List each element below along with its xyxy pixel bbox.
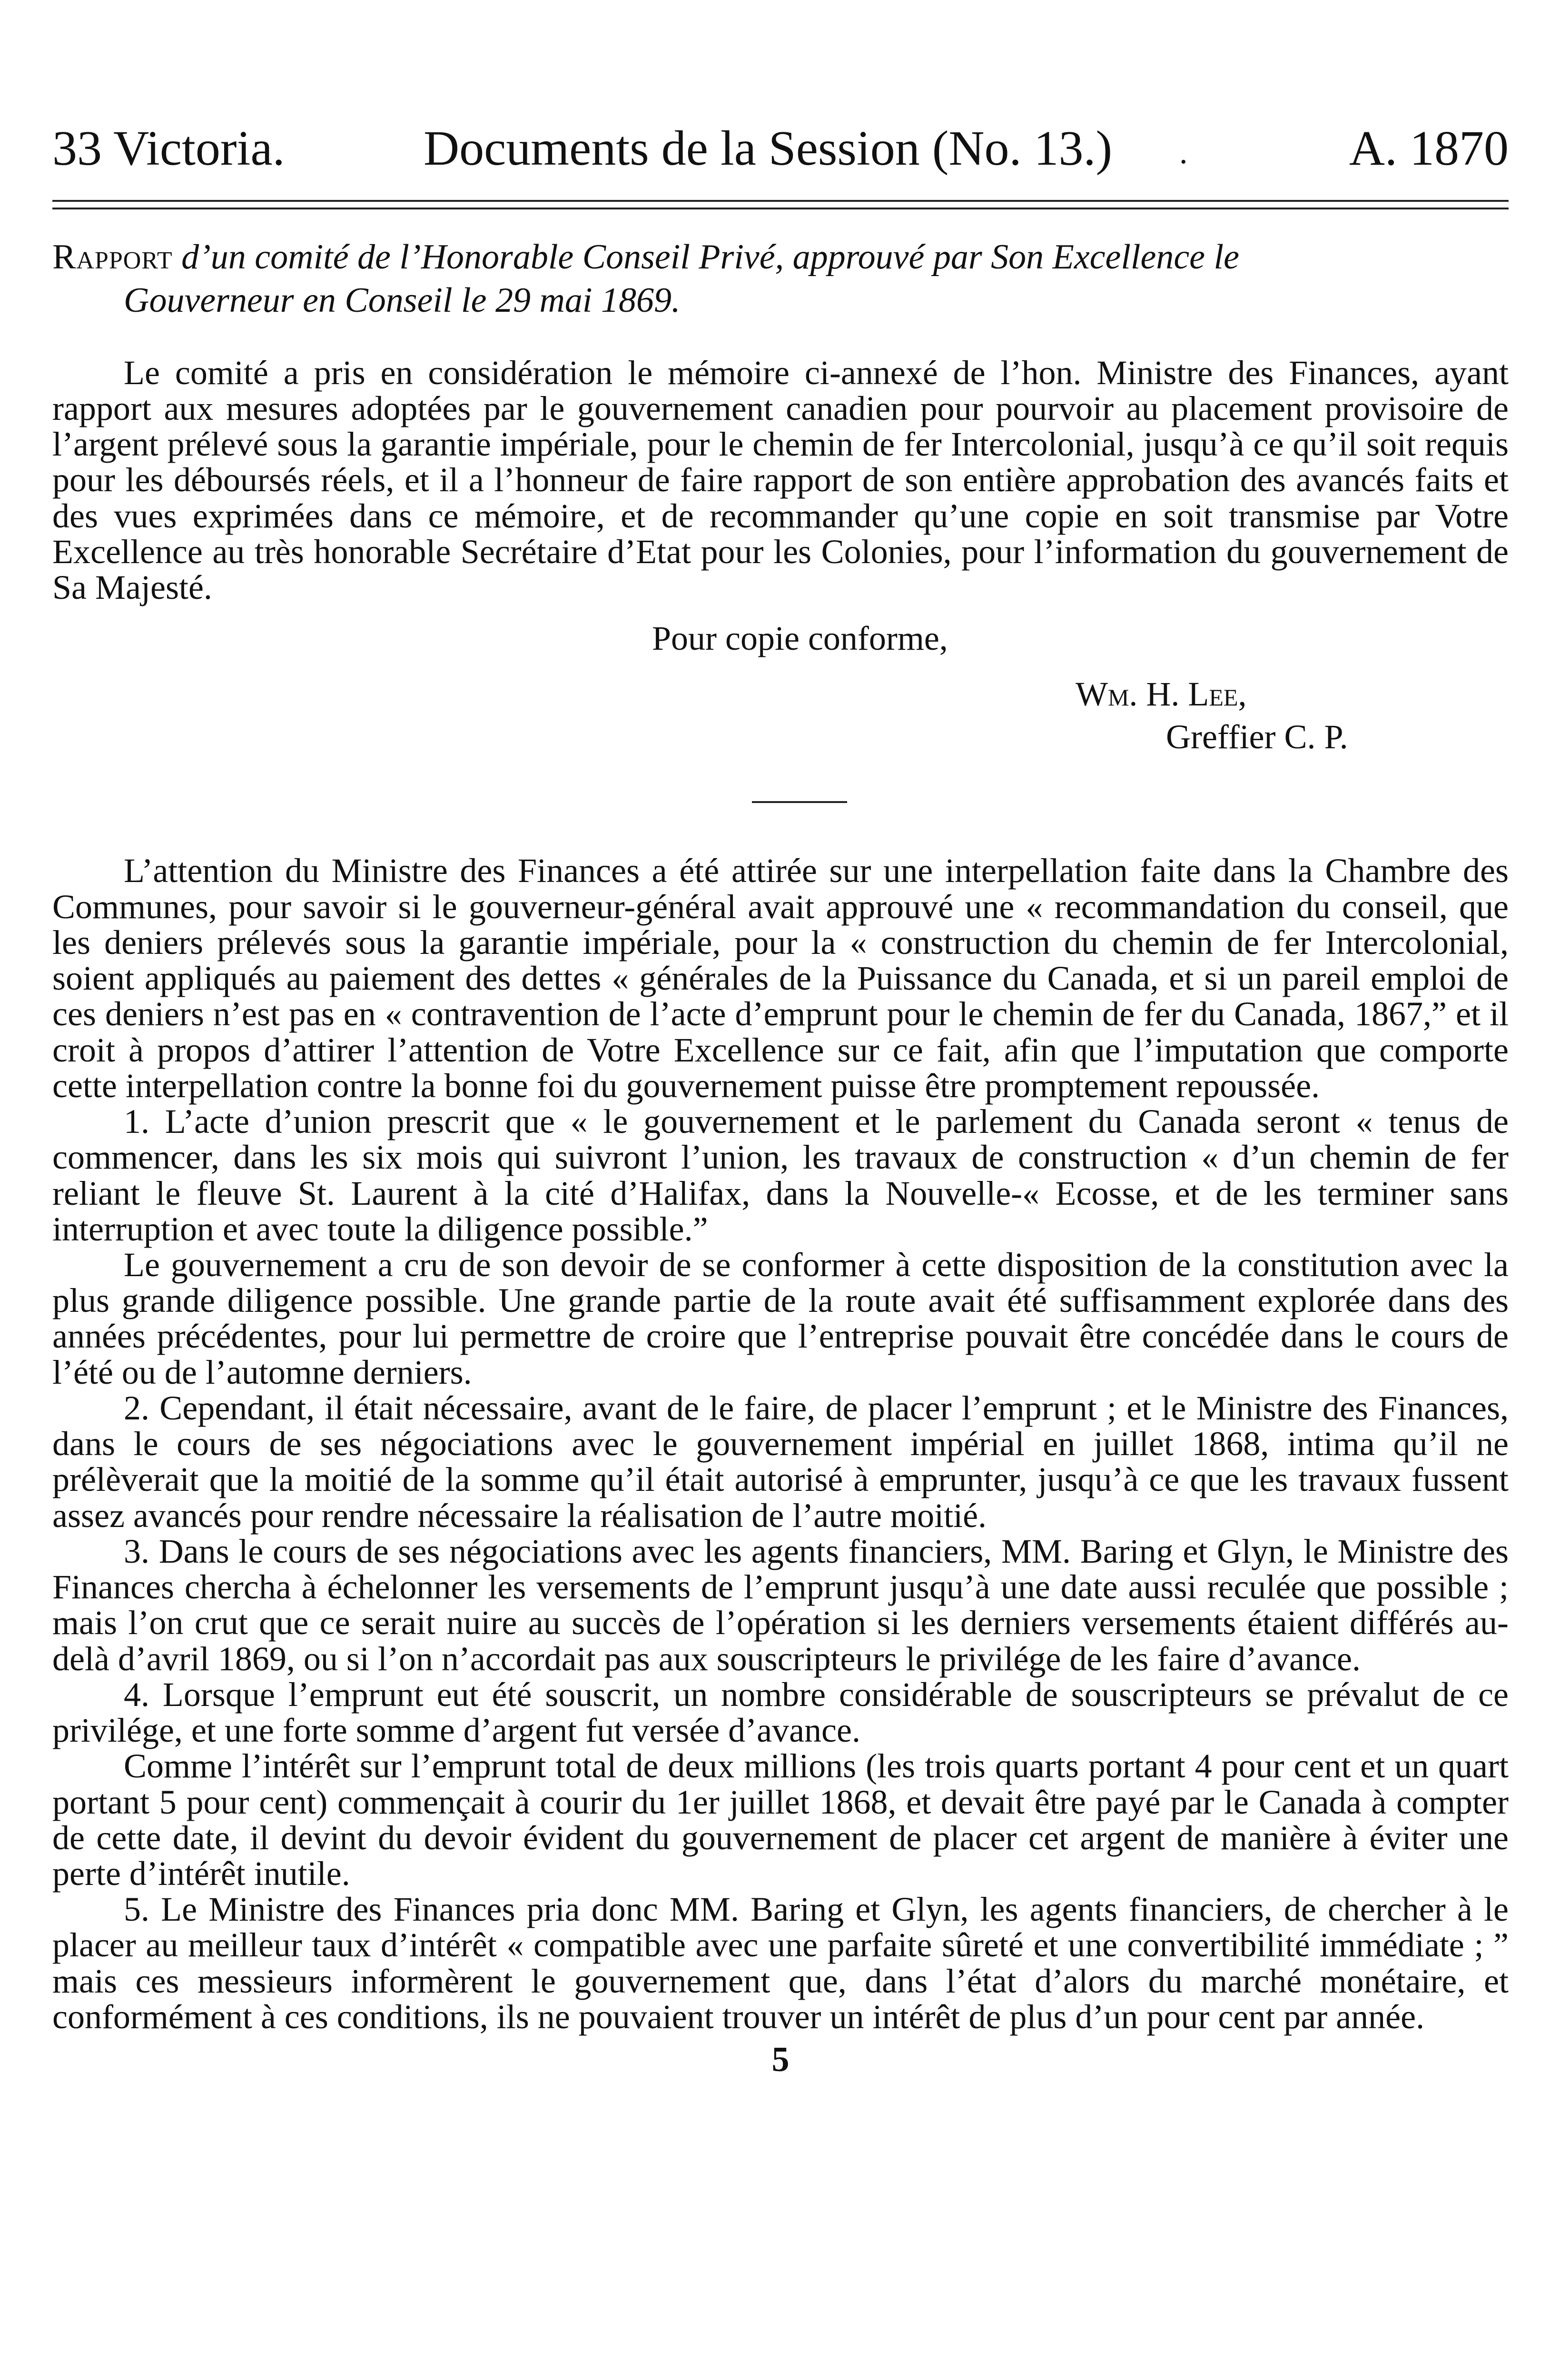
- rapport-heading: [52, 236, 1509, 322]
- memo-paragraph-1: 1. L’acte d’union prescrit que « le gouvernement et le parlement du Canada seront « tenus de commencer, dans les six mois qui suivront l’union, les travaux de construction « d’un chemin de fer reliant le fleuve St. Laurent à la cité d’Halifax, dans la Nouvelle-« Ecosse, et de les terminer sans interruption et avec toute la diligence possible.”: [52, 1102, 1509, 1248]
- memo-paragraph-intro: L’attention du Ministre des Finances a été attirée sur une interpellation faite dans la Chambre des Communes, pour savoir si le gouverneur-général avait approuvé une « recommandation du conseil, que les deniers prélevés sous la garantie impériale, pour la « construction du chemin de fer Intercolonial, soient appliqués au paiement des dettes « générales de la Puissance du Canada, et si un pareil emploi de ces deniers n’est pas en « contravention de l’acte d’emprunt pour le chemin de fer du Canada, 1867,” et il croit à propos d’attirer l’attention de Votre Excellence sur ce fait, afin que l’imputation que comporte cette interpellation contre la bonne foi du gouvernement puisse être promptement repoussée.: [52, 852, 1509, 1105]
- intro-paragraph: Le comité a pris en considération le mémoire ci-annexé de l’hon. Ministre des Finances, ayant rapport aux mesures adoptées par le gouvernement canadien pour pourvoir au placement provisoire de l’argent prélevé sous la garantie impériale, pour le chemin de fer Intercolonial, jusqu’à ce qu’il soit requis pour les déboursés réels, et il a l’honneur de faire rapport de son entière approbation des avancés faits et des vues exprimées dans ce mémoire, et de recommander qu’une copie en soit transmise par Votre Excellence au très honorable Secrétaire d’Etat pour les Colonies, pour l’information du gouvernement de Sa Majesté.: [52, 353, 1509, 606]
- section-divider: [752, 801, 847, 803]
- header-dot: .: [1179, 134, 1188, 171]
- memo-section: [52, 853, 1509, 2035]
- signature-copy-line: Pour copie conforme,: [652, 619, 948, 658]
- rapport-title-line-1: d’un comité de l’Honorable Conseil Privé, approuvé par Son Excellence le: [181, 238, 1239, 277]
- rapport-lead: Rapport: [52, 238, 173, 277]
- header-victoria: 33 Victoria.: [52, 121, 285, 176]
- memo-paragraph-3: 3. Dans le cours de ses négociations avec les agents financiers, MM. Baring et Glyn, le Ministre des Finances chercha à échelonner les versements de l’emprunt jusqu’à une date aussi reculée que possible ; mais l’on crut que ce serait nuire au succès de l’opération si les derniers versements étaient différés au-delà d’avril 1869, ou si l’on n’accordait pas aux souscripteurs le privilége de les faire d’avance.: [52, 1532, 1509, 1678]
- header-year: A. 1870: [1349, 121, 1509, 176]
- memo-paragraph-4: 4. Lorsque l’emprunt eut été souscrit, un nombre considérable de souscripteurs se prévalut de ce privilége, et une forte somme d’argent fut versée d’avance.: [52, 1675, 1509, 1750]
- page-header: [52, 71, 1509, 181]
- header-session-title: Documents de la Session (No. 13.): [424, 121, 1113, 176]
- rapport-title: [52, 236, 1509, 322]
- memo-paragraph-1b: Le gouvernement a cru de son devoir de se conformer à cette disposition de la constitution avec la plus grande diligence possible. Une grande partie de la route avait été suffisamment explorée dans des années précédentes, pour lui permettre de croire que l’entreprise pouvait être concédée dans le cours de l’été ou de l’automne derniers.: [52, 1245, 1509, 1391]
- signature-name: Wm. H. Lee,: [1076, 674, 1247, 713]
- memo-paragraph-5: 5. Le Ministre des Finances pria donc MM. Baring et Glyn, les agents financiers, de chercher à le placer au meilleur taux d’intérêt « compatible avec une parfaite sûreté et une convertibilité immédiate ; ” mais ces messieurs informèrent le gouvernement que, dans l’état d’alors du marché monétaire, et conformément à ces conditions, ils ne pouvaient trouver un intérêt de plus d’un pour cent par année.: [52, 1890, 1509, 2036]
- signature-block: [52, 618, 1509, 757]
- memo-paragraph-4b: Comme l’intérêt sur l’emprunt total de deux millions (les trois quarts portant 4 pour cent et un quart portant 5 pour cent) commençait à courir du 1er juillet 1868, et devait être payé par le Canada à compter de cette date, il devint du devoir évident du gouvernement de placer cet argent de manière à éviter une perte d’intérêt inutile.: [52, 1747, 1509, 1893]
- signature-role: Greffier C. P.: [1166, 718, 1348, 756]
- header-double-rule: [52, 200, 1509, 209]
- rapport-title-line-2: Gouverneur en Conseil le 29 mai 1869.: [124, 280, 681, 320]
- document-page: [52, 71, 1509, 2080]
- page-number: 5: [771, 2040, 790, 2080]
- memo-paragraph-2: 2. Cependant, il était nécessaire, avant de le faire, de placer l’emprunt ; et le Ministre des Finances, dans le cours de ses négociations avec le gouvernement impérial en juillet 1868, intima qu’il ne prélèverait que la moitié de la somme qu’il était autorisé à emprunter, jusqu’à ce que les travaux fussent assez avancés pour rendre nécessaire la réalisation de l’autre moitié.: [52, 1388, 1509, 1535]
